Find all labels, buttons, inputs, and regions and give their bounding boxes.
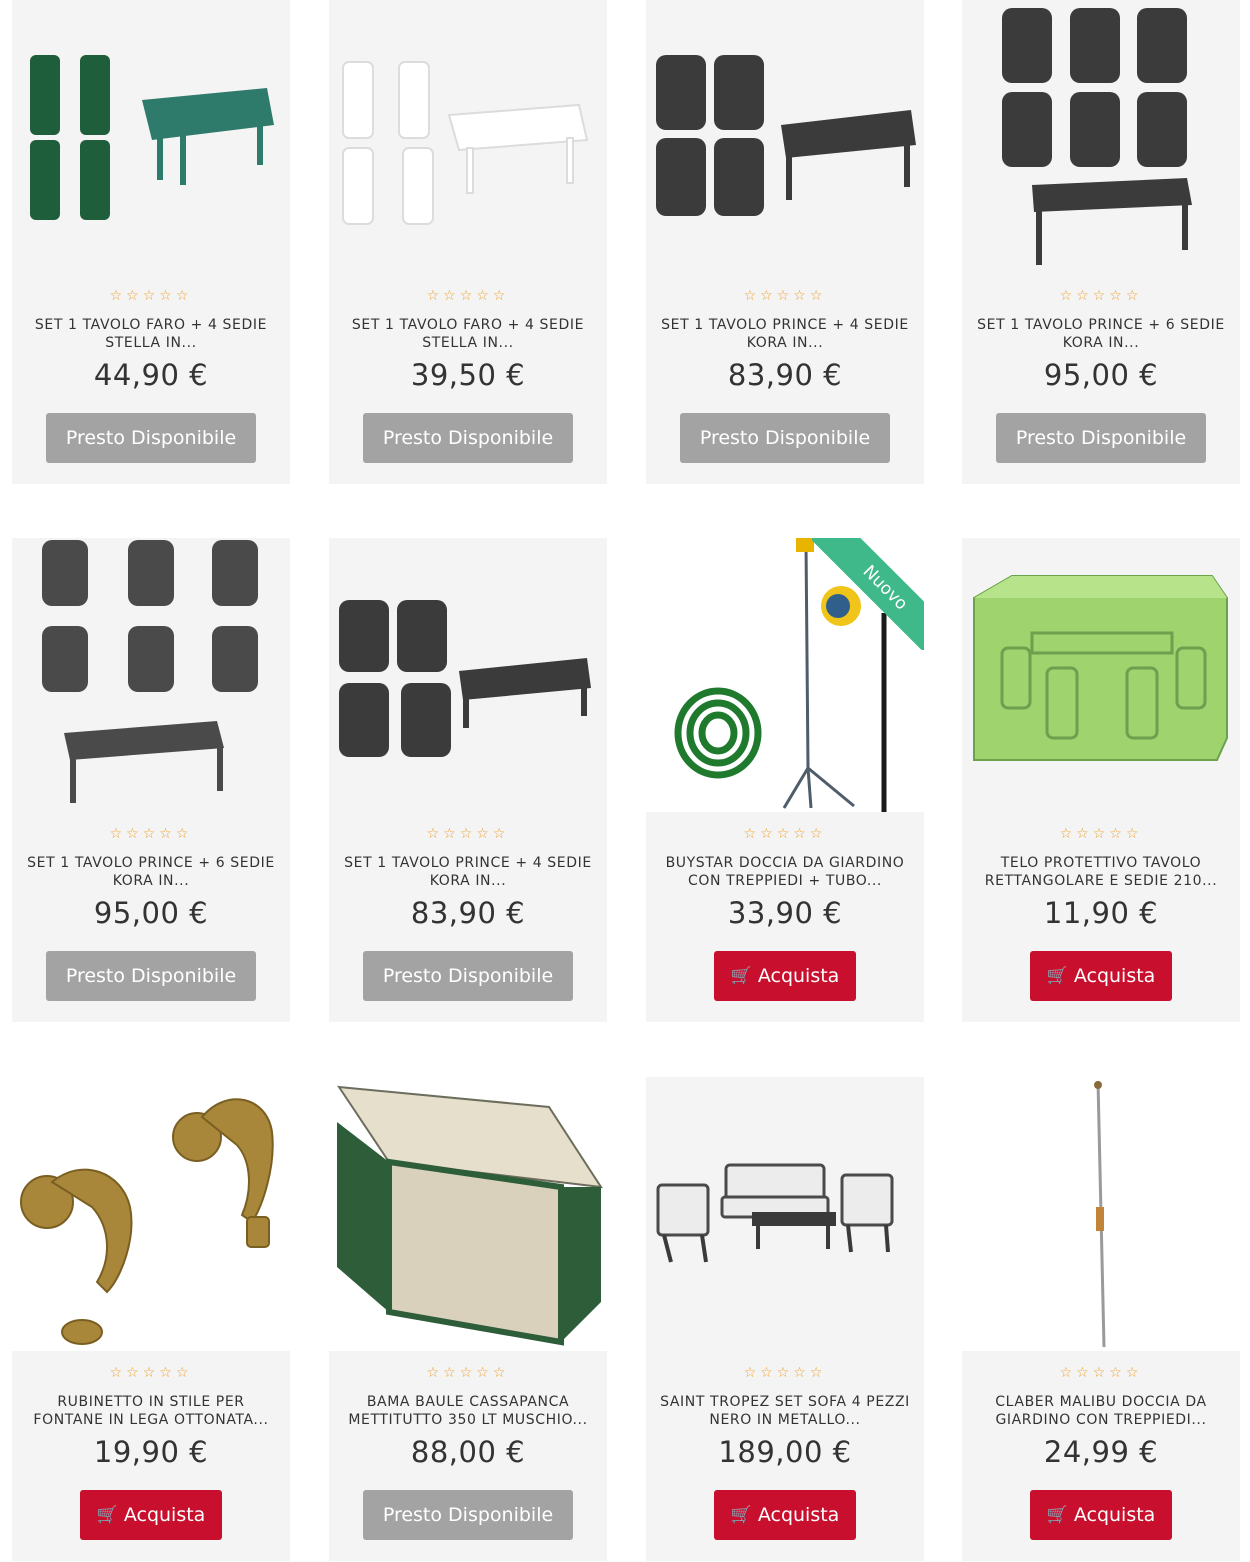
rating-stars: ☆☆☆☆☆ — [109, 288, 193, 304]
product-card[interactable] — [329, 538, 607, 1022]
cart-icon: 🛒 — [96, 1505, 118, 1525]
product-info — [329, 1351, 607, 1561]
product-price: 24,99 € — [1043, 1435, 1159, 1469]
rating-stars: ☆☆☆☆☆ — [1059, 1365, 1143, 1381]
product-image-garden-shower-hose[interactable] — [646, 538, 924, 812]
coming-soon-button[interactable]: Presto Disponibile — [363, 951, 573, 1001]
product-info — [962, 1351, 1240, 1561]
product-image-brass-taps[interactable] — [12, 1077, 290, 1351]
rating-stars: ☆☆☆☆☆ — [743, 826, 827, 842]
rating-stars: ☆☆☆☆☆ — [743, 1365, 827, 1381]
product-card[interactable] — [646, 538, 924, 1022]
rating-stars: ☆☆☆☆☆ — [426, 1365, 510, 1381]
buy-button[interactable]: 🛒 Acquista — [714, 1490, 856, 1540]
product-title[interactable]: SAINT TROPEZ SET SOFA 4 PEZZI NERO IN METALLO... — [660, 1394, 910, 1428]
product-card[interactable] — [12, 1077, 290, 1561]
product-title[interactable]: BUYSTAR DOCCIA DA GIARDINO CON TREPPIEDI + TUBO... — [665, 855, 905, 889]
product-title[interactable]: SET 1 TAVOLO PRINCE + 6 SEDIE KORA IN... — [27, 855, 275, 889]
coming-soon-button[interactable]: Presto Disponibile — [363, 413, 573, 463]
buy-button[interactable]: 🛒 Acquista — [714, 951, 856, 1001]
product-price: 19,90 € — [93, 1435, 209, 1469]
cart-icon: 🛒 — [1046, 1505, 1068, 1525]
product-title[interactable]: SET 1 TAVOLO FARO + 4 SEDIE STELLA IN... — [351, 317, 585, 351]
product-title[interactable]: RUBINETTO IN STILE PER FONTANE IN LEGA OTTONATA... — [33, 1394, 269, 1428]
product-image-dark-table-6-chairs-alt[interactable] — [12, 538, 290, 812]
product-image-green-cover[interactable] — [962, 538, 1240, 812]
product-title[interactable]: SET 1 TAVOLO PRINCE + 4 SEDIE KORA IN... — [344, 855, 592, 889]
product-price: 83,90 € — [410, 896, 526, 930]
rating-stars: ☆☆☆☆☆ — [1059, 826, 1143, 842]
product-info — [329, 812, 607, 1022]
product-image-pole-shower[interactable] — [962, 1077, 1240, 1351]
product-image-sofa-set[interactable] — [646, 1077, 924, 1351]
product-card[interactable] — [12, 538, 290, 1022]
coming-soon-button[interactable]: Presto Disponibile — [46, 951, 256, 1001]
rating-stars: ☆☆☆☆☆ — [1059, 288, 1143, 304]
coming-soon-button[interactable]: Presto Disponibile — [680, 413, 890, 463]
product-info — [646, 812, 924, 1022]
product-title[interactable]: SET 1 TAVOLO PRINCE + 6 SEDIE KORA IN... — [977, 317, 1225, 351]
product-card[interactable] — [962, 0, 1240, 484]
product-info — [329, 274, 607, 484]
product-price: 44,90 € — [93, 358, 209, 392]
buy-button[interactable]: 🛒 Acquista — [80, 1490, 222, 1540]
product-image-green-table-4-chairs[interactable] — [12, 0, 290, 274]
coming-soon-button[interactable]: Presto Disponibile — [996, 413, 1206, 463]
rating-stars: ☆☆☆☆☆ — [743, 288, 827, 304]
product-title[interactable]: BAMA BAULE CASSAPANCA METTITUTTO 350 LT MUSCHIO... — [348, 1394, 588, 1428]
cart-icon: 🛒 — [1046, 966, 1068, 986]
coming-soon-button[interactable]: Presto Disponibile — [363, 1490, 573, 1540]
buy-button[interactable]: 🛒 Acquista — [1030, 1490, 1172, 1540]
rating-stars: ☆☆☆☆☆ — [426, 288, 510, 304]
product-price: 189,00 € — [718, 1435, 852, 1469]
coming-soon-button[interactable]: Presto Disponibile — [46, 413, 256, 463]
product-price: 39,50 € — [410, 358, 526, 392]
product-card[interactable] — [962, 538, 1240, 1022]
product-info — [962, 274, 1240, 484]
product-price: 83,90 € — [727, 358, 843, 392]
product-card[interactable] — [962, 1077, 1240, 1561]
product-title[interactable]: SET 1 TAVOLO PRINCE + 4 SEDIE KORA IN... — [661, 317, 909, 351]
product-title[interactable]: SET 1 TAVOLO FARO + 4 SEDIE STELLA IN... — [34, 317, 268, 351]
product-price: 88,00 € — [410, 1435, 526, 1469]
product-card[interactable] — [329, 0, 607, 484]
product-card[interactable] — [329, 1077, 607, 1561]
product-card[interactable] — [646, 1077, 924, 1561]
product-price: 95,00 € — [1043, 358, 1159, 392]
product-title[interactable]: CLABER MALIBU DOCCIA DA GIARDINO CON TREPPIEDI... — [995, 1394, 1207, 1428]
product-info — [12, 274, 290, 484]
product-image-dark-table-6-chairs[interactable] — [962, 0, 1240, 274]
product-info — [646, 1351, 924, 1561]
product-image-storage-box[interactable] — [329, 1077, 607, 1351]
product-title[interactable]: TELO PROTETTIVO TAVOLO RETTANGOLARE E SEDIE 210... — [984, 855, 1218, 889]
product-card[interactable] — [12, 0, 290, 484]
product-image-dark-table-4-chairs-alt[interactable] — [329, 538, 607, 812]
product-info — [962, 812, 1240, 1022]
product-price: 33,90 € — [727, 896, 843, 930]
rating-stars: ☆☆☆☆☆ — [109, 1365, 193, 1381]
product-info — [12, 1351, 290, 1561]
product-card[interactable] — [646, 0, 924, 484]
new-badge: Nuovo — [812, 538, 924, 650]
product-image-white-table-4-chairs[interactable] — [329, 0, 607, 274]
rating-stars: ☆☆☆☆☆ — [109, 826, 193, 842]
product-price: 95,00 € — [93, 896, 209, 930]
rating-stars: ☆☆☆☆☆ — [426, 826, 510, 842]
buy-button[interactable]: 🛒 Acquista — [1030, 951, 1172, 1001]
product-price: 11,90 € — [1043, 896, 1159, 930]
cart-icon: 🛒 — [730, 966, 752, 986]
product-info — [646, 274, 924, 484]
product-info — [12, 812, 290, 1022]
cart-icon: 🛒 — [730, 1505, 752, 1525]
product-image-dark-table-4-chairs[interactable] — [646, 0, 924, 274]
